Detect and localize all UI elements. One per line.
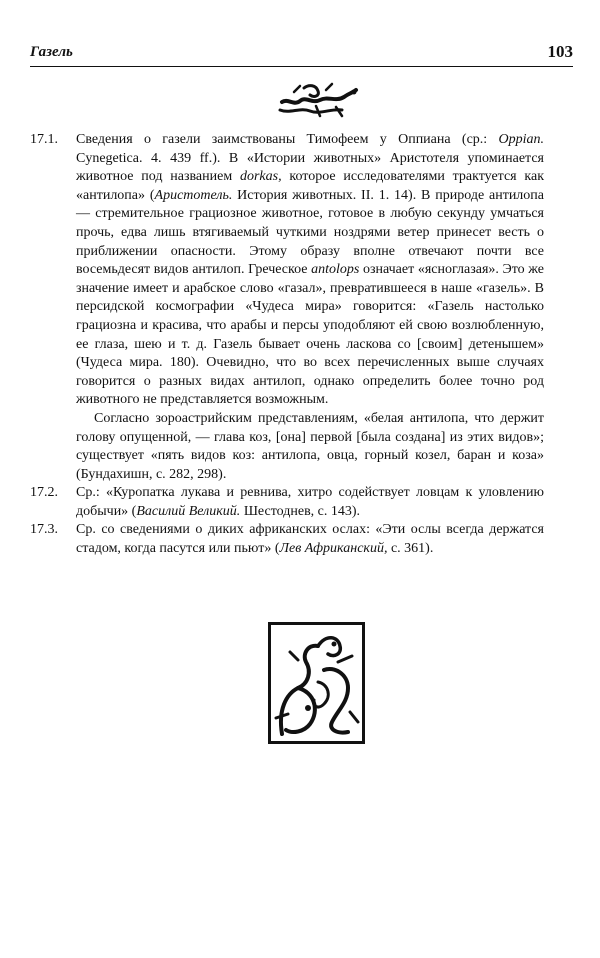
note-17-1 — [30, 131, 545, 484]
page-number: 103 — [547, 42, 573, 61]
note-italic-term: antolops — [311, 262, 360, 278]
note-number: 17.2. — [30, 485, 58, 501]
note-paragraph — [76, 131, 544, 410]
note-text: означает «ясноглазая». Это же значение имеет и арабское слово «газал», превратившееся в наше «газель». В персидской космографии «Чудеса мира» говорится: «Газель настолько грациозна и красива, что арабы и персы уподобляют ей свою возлюбленную, ее глаза, шею и т. д. Газель бывает очень ласкова со [своим] детенышем» (Чудеса мира. 180). Очевидно, что во всех перечисленных выше случаях говорится о разных видах антилоп, однако определить более точно род животного не представляется возможным. — [76, 262, 544, 408]
note-italic-term: dorkas, — [239, 169, 282, 185]
note-paragraph: Согласно зороастрийским представлениям, «белая антилопа, что держит голову опущенной, — глава коз, [она] первой [была создана] из этих видов»; существует «пять видов коз: антилопа, овца, горный козел, баран и коза» (Бундахишн, с. 282, 298). — [76, 410, 544, 482]
note-number: 17.1. — [30, 132, 58, 147]
note-text: Сведения о газели заимствованы Тимофеем у Оппиана (ср.: — [76, 132, 499, 147]
note-17-3 — [30, 521, 544, 558]
note-italic-ref: Лев Африканский, — [279, 541, 388, 557]
note-text: Шестоднев, с. 143). — [240, 503, 361, 519]
animals-emblem-icon — [268, 622, 365, 744]
note-number: 17.3. — [30, 522, 58, 538]
note-text: История животных. II. 1. 14). В природе антилопа — стремительное грациозное животное, готовое в любую секунду умчаться прочь, едва лишь втягиваемый чуткими ноздрями ветер принесет весть о приближении опасности. Этому образу вполне отвечают почти все восемьдесят видов антилоп. Греческое — [76, 187, 545, 278]
note-text: Cynegetica. 4. 439 ff.). В «Истории животных» Аристотеля упоминается животное под названием — [76, 150, 544, 185]
running-header — [30, 44, 573, 68]
note-italic-ref: Василий Великий. — [136, 503, 241, 519]
running-title: Газель — [30, 44, 73, 60]
note-text: которое исследователями трактуется как «антилопа» ( — [76, 169, 544, 203]
note-italic-ref: Oppian. — [498, 132, 544, 147]
note-paragraph — [76, 521, 544, 558]
note-paragraph — [76, 484, 544, 521]
notes-list — [30, 131, 545, 559]
note-text: Ср.: «Куропатка лукава и ревнива, хитро содействует ловцам к уловлению добычи» ( — [76, 485, 544, 519]
dragon-ornament-icon — [276, 80, 360, 120]
note-text: с. 361). — [387, 541, 434, 557]
note-italic-ref: Аристотель. — [154, 187, 233, 203]
note-text: Ср. со сведениями о диких африканских ослах: «Эти ослы всегда держатся стадом, когда пасутся или пьют» ( — [76, 522, 544, 557]
header-rule — [30, 66, 573, 67]
note-17-2 — [30, 484, 544, 521]
